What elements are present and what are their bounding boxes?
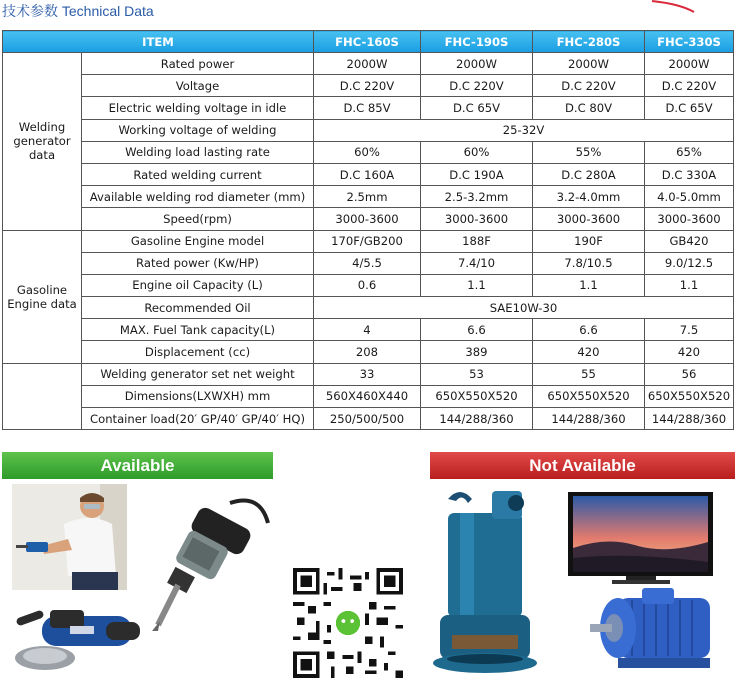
table-cell: SAE10W-30 — [314, 297, 734, 319]
table-row — [3, 408, 734, 430]
row-label: Gasoline Engine model — [82, 230, 314, 252]
table-cell: D.C 330A — [645, 163, 734, 185]
decorative-curve — [650, 0, 700, 14]
table-cell: D.C 65V — [645, 97, 734, 119]
table-cell: 60% — [421, 141, 533, 163]
table-cell: 3.2-4.0mm — [533, 186, 645, 208]
table-cell: 0.6 — [314, 274, 421, 296]
column-header: FHC-190S — [421, 31, 533, 53]
table-cell: D.C 160A — [314, 163, 421, 185]
table-cell: 4.0-5.0mm — [645, 186, 734, 208]
table-cell: 420 — [533, 341, 645, 363]
table-cell: 55 — [533, 363, 645, 385]
table-cell: 2000W — [645, 53, 734, 75]
table-row — [3, 252, 734, 274]
table-cell: 190F — [533, 230, 645, 252]
table-cell: D.C 220V — [645, 75, 734, 97]
column-header: FHC-280S — [533, 31, 645, 53]
electric-motor-photo — [588, 586, 726, 678]
row-label: Electric welding voltage in idle — [82, 97, 314, 119]
table-row — [3, 163, 734, 185]
available-banner: Available — [2, 452, 273, 479]
table-cell: 65% — [645, 141, 734, 163]
row-label: Recommended Oil — [82, 297, 314, 319]
table-cell: 2000W — [314, 53, 421, 75]
table-cell: 208 — [314, 341, 421, 363]
table-cell: 55% — [533, 141, 645, 163]
table-cell: 9.0/12.5 — [645, 252, 734, 274]
table-row — [3, 186, 734, 208]
angle-grinder-photo — [10, 596, 145, 676]
demolition-hammer-photo — [150, 493, 272, 631]
television-photo — [568, 492, 713, 584]
table-cell: 650X550X520 — [645, 385, 734, 407]
table-row — [3, 363, 734, 385]
group-label: Gasoline Engine data — [3, 230, 82, 363]
table-cell: 6.6 — [533, 319, 645, 341]
row-label: Working voltage of welding — [82, 119, 314, 141]
table-cell: D.C 220V — [314, 75, 421, 97]
table-cell: 4/5.5 — [314, 252, 421, 274]
row-label: Dimensions(LXWXH) mm — [82, 385, 314, 407]
table-cell: D.C 85V — [314, 97, 421, 119]
table-header-row — [3, 31, 734, 53]
table-cell: 170F/GB200 — [314, 230, 421, 252]
group-label — [3, 363, 82, 430]
row-label: Rated power — [82, 53, 314, 75]
row-label: Speed(rpm) — [82, 208, 314, 230]
table-cell: 7.8/10.5 — [533, 252, 645, 274]
row-label: MAX. Fuel Tank capacity(L) — [82, 319, 314, 341]
row-label: Welding load lasting rate — [82, 141, 314, 163]
table-cell: 53 — [421, 363, 533, 385]
table-row — [3, 297, 734, 319]
table-cell: D.C 190A — [421, 163, 533, 185]
table-row — [3, 53, 734, 75]
table-cell: 2.5-3.2mm — [421, 186, 533, 208]
table-cell: 650X550X520 — [533, 385, 645, 407]
table-cell: 7.5 — [645, 319, 734, 341]
row-label: Rated welding current — [82, 163, 314, 185]
table-row — [3, 274, 734, 296]
row-label: Container load(20′ GP/40′ GP/40′ HQ) — [82, 408, 314, 430]
table-row — [3, 341, 734, 363]
drill-worker-photo — [12, 484, 127, 590]
table-cell: 4 — [314, 319, 421, 341]
table-cell: D.C 220V — [421, 75, 533, 97]
row-label: Rated power (Kw/HP) — [82, 252, 314, 274]
table-cell: 3000-3600 — [314, 208, 421, 230]
table-cell: 560X460X440 — [314, 385, 421, 407]
row-label: Available welding rod diameter (mm) — [82, 186, 314, 208]
row-label: Displacement (cc) — [82, 341, 314, 363]
group-label: Welding generator data — [3, 53, 82, 231]
table-cell: GB420 — [645, 230, 734, 252]
table-row — [3, 385, 734, 407]
table-cell: 144/288/360 — [645, 408, 734, 430]
table-cell: 2000W — [421, 53, 533, 75]
table-cell: D.C 80V — [533, 97, 645, 119]
table-cell: 1.1 — [533, 274, 645, 296]
table-cell: 6.6 — [421, 319, 533, 341]
table-row — [3, 119, 734, 141]
row-label: Engine oil Capacity (L) — [82, 274, 314, 296]
table-cell: 60% — [314, 141, 421, 163]
row-label: Voltage — [82, 75, 314, 97]
table-cell: 389 — [421, 341, 533, 363]
table-cell: D.C 280A — [533, 163, 645, 185]
table-cell: 56 — [645, 363, 734, 385]
table-cell: D.C 220V — [533, 75, 645, 97]
page-title: 技术参数 Technical Data — [2, 3, 154, 19]
table-cell: 1.1 — [421, 274, 533, 296]
table-row — [3, 230, 734, 252]
column-header: FHC-160S — [314, 31, 421, 53]
table-cell: 25-32V — [314, 119, 734, 141]
table-cell: 1.1 — [645, 274, 734, 296]
table-cell: 144/288/360 — [533, 408, 645, 430]
table-cell: 650X550X520 — [421, 385, 533, 407]
technical-data-table — [2, 30, 734, 430]
table-cell: 2.5mm — [314, 186, 421, 208]
table-cell: 420 — [645, 341, 734, 363]
water-pump-photo — [430, 485, 540, 680]
table-cell: D.C 65V — [421, 97, 533, 119]
table-cell: 7.4/10 — [421, 252, 533, 274]
table-cell: 188F — [421, 230, 533, 252]
not-available-banner: Not Available — [430, 452, 735, 479]
table-cell: 250/500/500 — [314, 408, 421, 430]
table-row — [3, 97, 734, 119]
table-row — [3, 75, 734, 97]
table-row — [3, 319, 734, 341]
table-cell: 3000-3600 — [421, 208, 533, 230]
table-cell: 2000W — [533, 53, 645, 75]
table-row — [3, 208, 734, 230]
table-cell: 144/288/360 — [421, 408, 533, 430]
column-header: FHC-330S — [645, 31, 734, 53]
table-cell: 33 — [314, 363, 421, 385]
table-cell: 3000-3600 — [645, 208, 734, 230]
table-cell: 3000-3600 — [533, 208, 645, 230]
row-label: Welding generator set net weight — [82, 363, 314, 385]
table-row — [3, 141, 734, 163]
qr-code-image — [293, 568, 403, 678]
column-header: ITEM — [3, 31, 314, 53]
